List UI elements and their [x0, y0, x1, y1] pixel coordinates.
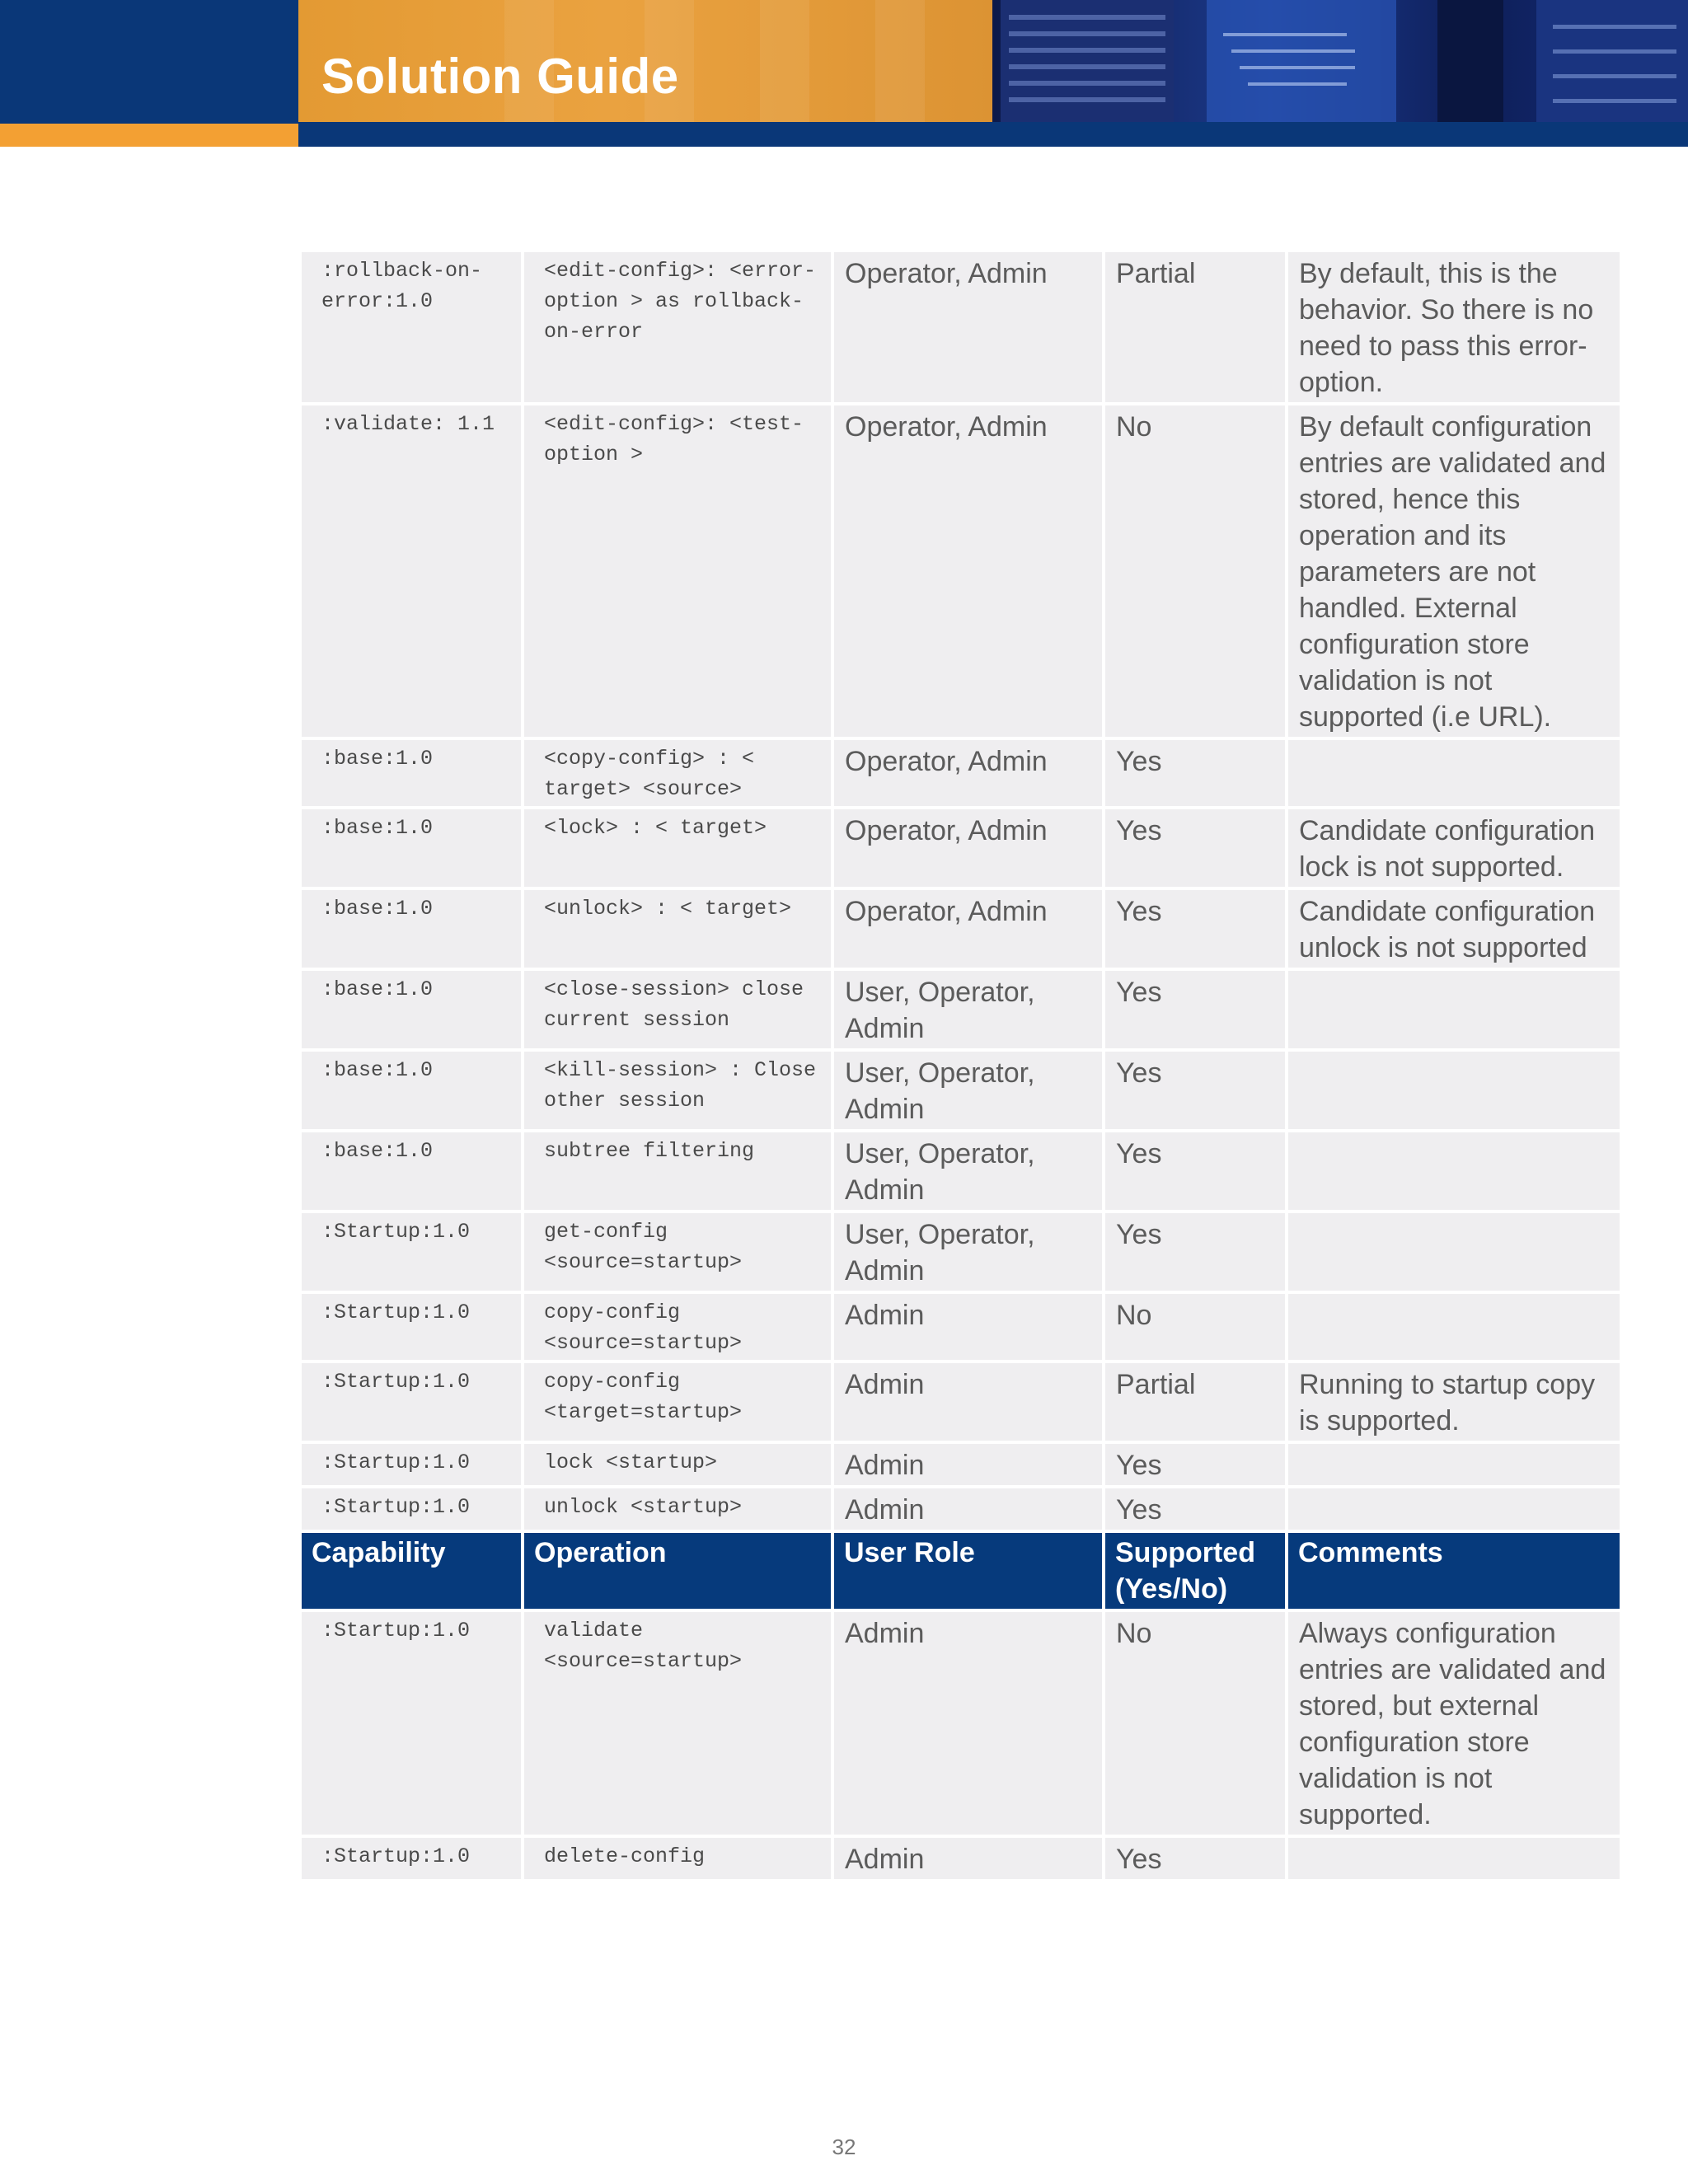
cell-capability: :Startup:1.0: [302, 1612, 521, 1835]
cell-supported: Yes: [1105, 1838, 1285, 1879]
cell-supported: Yes: [1105, 971, 1285, 1048]
cell-capability: :Startup:1.0: [302, 1444, 521, 1485]
cell-user-role: User, Operator, Admin: [834, 1132, 1102, 1210]
cell-user-role: Admin: [834, 1838, 1102, 1879]
cell-comments: [1288, 971, 1620, 1048]
table-row: [302, 1363, 1620, 1441]
cell-comments: By default configuration entries are validated and stored, hence this operation and its parameters are not handled. External configuration store validation is not supported (i.e URL).: [1288, 405, 1620, 737]
cell-comments: [1288, 1213, 1620, 1291]
table-body-upper: [302, 252, 1620, 1530]
cell-supported: Yes: [1105, 890, 1285, 968]
table-row: [302, 1444, 1620, 1485]
table-row: [302, 1294, 1620, 1360]
cell-comments: Running to startup copy is supported.: [1288, 1363, 1620, 1441]
table-row: [302, 1488, 1620, 1530]
column-header-comments: Comments: [1288, 1533, 1620, 1609]
cell-user-role: Operator, Admin: [834, 809, 1102, 887]
cell-user-role: User, Operator, Admin: [834, 1213, 1102, 1291]
cell-comments: [1288, 1488, 1620, 1530]
column-header-user-role: User Role: [834, 1533, 1102, 1609]
cell-user-role: Admin: [834, 1612, 1102, 1835]
cell-supported: Yes: [1105, 1132, 1285, 1210]
cell-supported: No: [1105, 1294, 1285, 1360]
table-header-row: [302, 1533, 1620, 1609]
cell-capability: :Startup:1.0: [302, 1838, 521, 1879]
cell-capability: :Startup:1.0: [302, 1213, 521, 1291]
table-row: [302, 1838, 1620, 1879]
cell-user-role: Operator, Admin: [834, 740, 1102, 806]
page-number: 32: [832, 2135, 856, 2159]
cell-operation: <edit-config>: <error-option > as rollback-on-error: [524, 252, 831, 402]
cell-comments: [1288, 740, 1620, 806]
cell-capability: :base:1.0: [302, 740, 521, 806]
cell-supported: No: [1105, 405, 1285, 737]
cell-supported: Yes: [1105, 1444, 1285, 1485]
cell-comments: Candidate configuration lock is not supported.: [1288, 809, 1620, 887]
cell-operation: <copy-config> : < target> <source>: [524, 740, 831, 806]
cell-comments: [1288, 1052, 1620, 1129]
cell-supported: Yes: [1105, 740, 1285, 806]
cell-comments: Always configuration entries are validated and stored, but external configuration store validation is not supported.: [1288, 1612, 1620, 1835]
cell-comments: [1288, 1838, 1620, 1879]
cell-user-role: Admin: [834, 1488, 1102, 1530]
table-row: [302, 405, 1620, 737]
cell-comments: [1288, 1132, 1620, 1210]
cell-comments: Candidate configuration unlock is not supported: [1288, 890, 1620, 968]
cell-user-role: Admin: [834, 1444, 1102, 1485]
cell-capability: :base:1.0: [302, 1052, 521, 1129]
cell-supported: Partial: [1105, 1363, 1285, 1441]
cell-operation: copy-config <source=startup>: [524, 1294, 831, 1360]
page-title: Solution Guide: [321, 49, 679, 104]
cell-supported: Partial: [1105, 252, 1285, 402]
cell-capability: :Startup:1.0: [302, 1488, 521, 1530]
cell-operation: lock <startup>: [524, 1444, 831, 1485]
table-row: [302, 890, 1620, 968]
cell-comments: [1288, 1444, 1620, 1485]
cell-comments: [1288, 1294, 1620, 1360]
cell-user-role: Admin: [834, 1363, 1102, 1441]
column-header-operation: Operation: [524, 1533, 831, 1609]
cell-operation: validate <source=startup>: [524, 1612, 831, 1835]
banner-navy-block: [0, 0, 298, 124]
table-row: [302, 809, 1620, 887]
cell-operation: get-config <source=startup>: [524, 1213, 831, 1291]
column-header-supported: Supported (Yes/No): [1105, 1533, 1285, 1609]
header-banner: [0, 0, 1688, 147]
cell-operation: <kill-session> : Close other session: [524, 1052, 831, 1129]
table-row: [302, 1052, 1620, 1129]
table-row: [302, 252, 1620, 402]
cell-capability: :base:1.0: [302, 1132, 521, 1210]
cell-capability: :base:1.0: [302, 809, 521, 887]
capability-table: [298, 249, 1623, 1882]
cell-capability: :base:1.0: [302, 971, 521, 1048]
table-row: [302, 1132, 1620, 1210]
table-row: [302, 740, 1620, 806]
cell-user-role: User, Operator, Admin: [834, 1052, 1102, 1129]
cell-operation: delete-config: [524, 1838, 831, 1879]
cell-capability: :Startup:1.0: [302, 1363, 521, 1441]
cell-user-role: Operator, Admin: [834, 405, 1102, 737]
server-rack-image: [992, 0, 1688, 122]
cell-supported: No: [1105, 1612, 1285, 1835]
cell-operation: <edit-config>: <test-option >: [524, 405, 831, 737]
table-row: [302, 1612, 1620, 1835]
cell-capability: :rollback-on-error:1.0: [302, 252, 521, 402]
cell-supported: Yes: [1105, 809, 1285, 887]
cell-user-role: User, Operator, Admin: [834, 971, 1102, 1048]
cell-supported: Yes: [1105, 1488, 1285, 1530]
cell-user-role: Operator, Admin: [834, 252, 1102, 402]
cell-supported: Yes: [1105, 1213, 1285, 1291]
cell-user-role: Admin: [834, 1294, 1102, 1360]
table-body-lower: [302, 1612, 1620, 1879]
banner-orange-strip: [0, 124, 298, 147]
cell-capability: :validate: 1.1: [302, 405, 521, 737]
cell-supported: Yes: [1105, 1052, 1285, 1129]
cell-operation: <unlock> : < target>: [524, 890, 831, 968]
cell-user-role: Operator, Admin: [834, 890, 1102, 968]
table-row: [302, 971, 1620, 1048]
cell-capability: :base:1.0: [302, 890, 521, 968]
cell-operation: <close-session> close current session: [524, 971, 831, 1048]
cell-capability: :Startup:1.0: [302, 1294, 521, 1360]
column-header-capability: Capability: [302, 1533, 521, 1609]
table-row: [302, 1213, 1620, 1291]
cell-operation: <lock> : < target>: [524, 809, 831, 887]
cell-comments: By default, this is the behavior. So there is no need to pass this error-option.: [1288, 252, 1620, 402]
cell-operation: copy-config <target=startup>: [524, 1363, 831, 1441]
banner-navy-bar: [298, 122, 1688, 147]
cell-operation: unlock <startup>: [524, 1488, 831, 1530]
cell-operation: subtree filtering: [524, 1132, 831, 1210]
